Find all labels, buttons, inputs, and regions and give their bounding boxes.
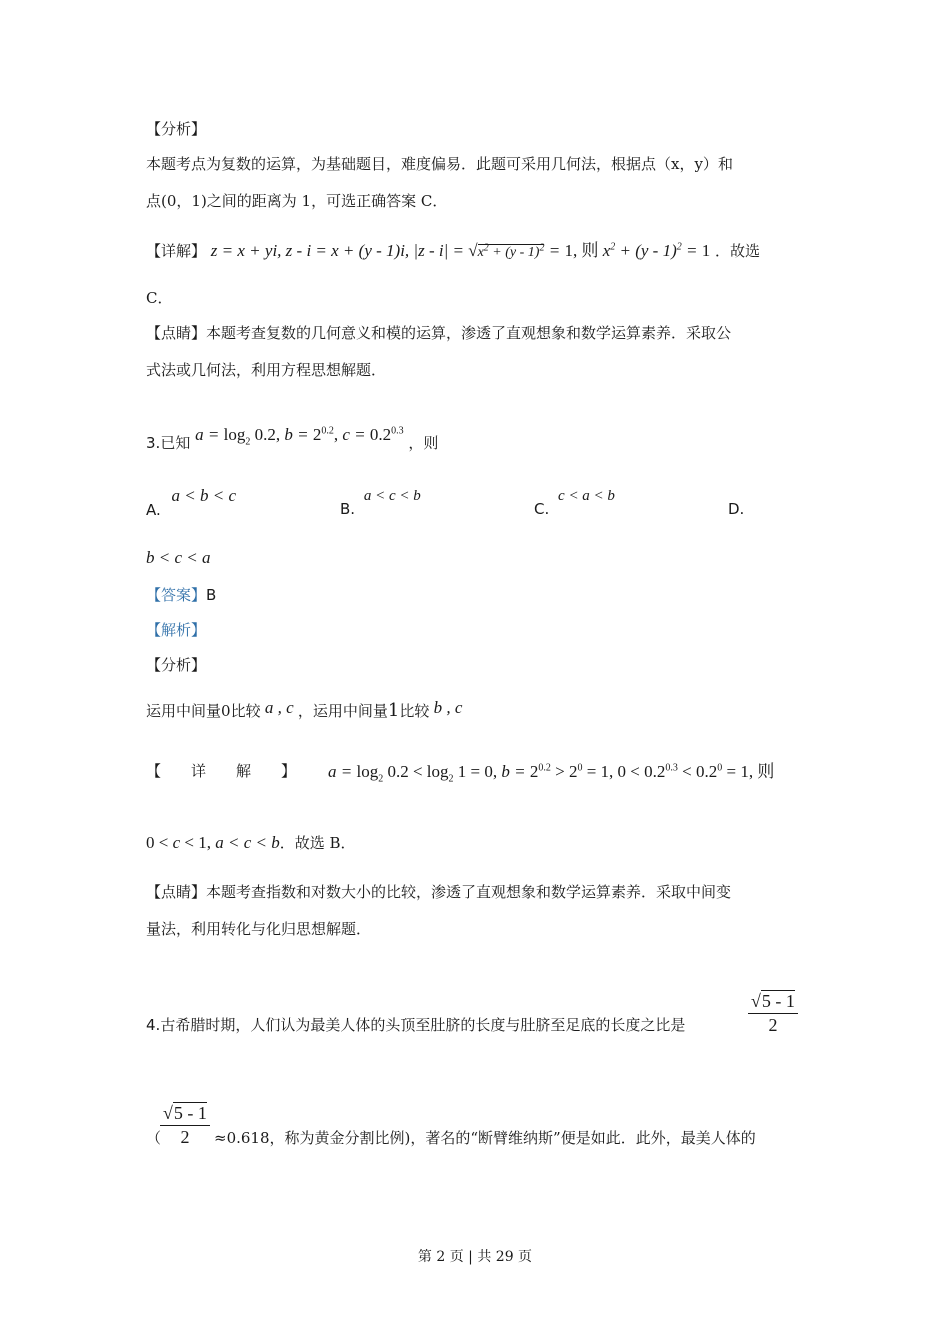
analysis-text-line-1: 本题考点为复数的运算，为基础题目，难度偏易．此题可采用几何法，根据点（x，y）和 <box>146 155 733 173</box>
comment-line-2: 式法或几何法，利用方程思想解题． <box>146 361 387 379</box>
golden-ratio-fraction-1: $\frac{√5 - 1}{2}$ <box>748 990 798 1036</box>
analysis-text-line-2: 点(0，1)之间的距离为 1，可选正确答案 C． <box>146 192 448 210</box>
question-4-text: 古希腊时期，人们认为最美人体的头顶至肚脐的长度与肚脐至足底的长度之比是 <box>160 1016 686 1034</box>
detail-label-q3: 【详解】 <box>146 762 327 780</box>
option-c-label: C. <box>534 500 550 518</box>
question-4-stem <box>146 1014 685 1035</box>
option-b-expr: a < c < b <box>363 488 421 504</box>
option-d-label: D. <box>728 500 745 518</box>
detail-end: C． <box>146 289 173 307</box>
option-b-label: B. <box>340 500 356 518</box>
option-a[interactable] <box>146 486 237 520</box>
fraction-denominator-1: 2 <box>768 1014 778 1035</box>
option-a-label: A. <box>146 501 161 519</box>
question-3-stem <box>146 425 439 453</box>
question-stem-end: ，则 <box>408 434 439 452</box>
question-4-line-2-text: ≈0.618，称为黄金分割比例)，著名的“断臂维纳斯”便是如此．此外，最美人体的 <box>214 1129 756 1147</box>
analysis-vars-ac: a , c <box>260 698 298 717</box>
answer-label: 【答案】 <box>146 586 207 604</box>
question-4-line-2 <box>146 1127 161 1148</box>
question-number-4: 4. <box>146 1016 161 1034</box>
analysis-text-f: 比较 <box>399 702 430 720</box>
analysis-vars-bc: b , c <box>429 698 463 717</box>
detail-formula-q3: $a = \log_2 0.2 < \log_2 1 = 0$, $b = 2^{0.2} > 2^0 = 1$, $0 < 0.2^{0.3} < 0.2^0 = 1$, 则 <box>328 762 775 785</box>
option-b[interactable] <box>340 488 421 519</box>
analysis-text-d: ，运用中间量 <box>297 702 388 720</box>
option-a-expr: a < b < c <box>171 486 237 505</box>
option-c[interactable] <box>534 488 615 519</box>
question-stem-text: 已知 <box>160 434 191 452</box>
analysis-text-b: 0 <box>221 702 231 720</box>
detail-line-q2 <box>146 236 760 261</box>
line-2-open: （ <box>146 1129 162 1147</box>
option-d[interactable] <box>728 500 744 518</box>
question-3-formula: $a = \log_2 0.2$, $b = 2^{0.2}$, $c = 0.2^{0.3}$ <box>195 425 404 448</box>
option-d-expr: b < c < a <box>146 548 211 567</box>
detail-conclusion-q3 <box>146 832 356 853</box>
question-number: 3. <box>146 434 161 452</box>
analysis-text-q3 <box>146 700 462 721</box>
solution-label: 【解析】 <box>146 621 207 639</box>
analysis-text-e: 1 <box>387 700 400 721</box>
option-c-expr: c < a < b <box>558 488 615 504</box>
answer-line <box>146 584 216 605</box>
comment-line-2-q3: 量法，利用转化与化归思想解题． <box>146 920 372 938</box>
detail-suffix: ．故选 <box>715 242 761 260</box>
comment-line-1-q3: 【点睛】本题考查指数和对数大小的比较，渗透了直观想象和数学运算素养．采取中间变 <box>146 883 732 901</box>
fraction-numerator-2: 5 - 1 <box>173 1103 207 1123</box>
detail-end-q3: ．故选 B． <box>279 834 356 852</box>
answer-value: B <box>206 586 217 604</box>
page-footer: 第 2 页 | 共 29 页 <box>417 1249 533 1265</box>
analysis-label: 【分析】 <box>146 120 207 138</box>
analysis-label-q3: 【分析】 <box>146 656 207 674</box>
analysis-text-a: 运用中间量 <box>146 702 222 720</box>
detail-label: 【详解】 <box>146 242 207 260</box>
golden-ratio-fraction-2: $\frac{√5 - 1}{2}$ <box>160 1102 210 1148</box>
detail-conclusion-formula: 0 < c < 1, a < c < b <box>146 833 280 852</box>
detail-formula-q2: z = x + yi, z - i = x + (y - 1)i, $|z - i| = √x^2 + (y - 1)^2 = 1$, 则 $x^2 + (y - 1)^2 = 1$ <box>210 241 711 260</box>
fraction-denominator-2: 2 <box>180 1126 190 1147</box>
fraction-numerator-1: 5 - 1 <box>761 991 795 1011</box>
detail-line-q3 <box>146 760 326 781</box>
analysis-text-c: 比较 <box>230 702 261 720</box>
comment-line-1: 【点睛】本题考查复数的几何意义和模的运算，渗透了直观想象和数学运算素养．采取公 <box>146 324 732 342</box>
